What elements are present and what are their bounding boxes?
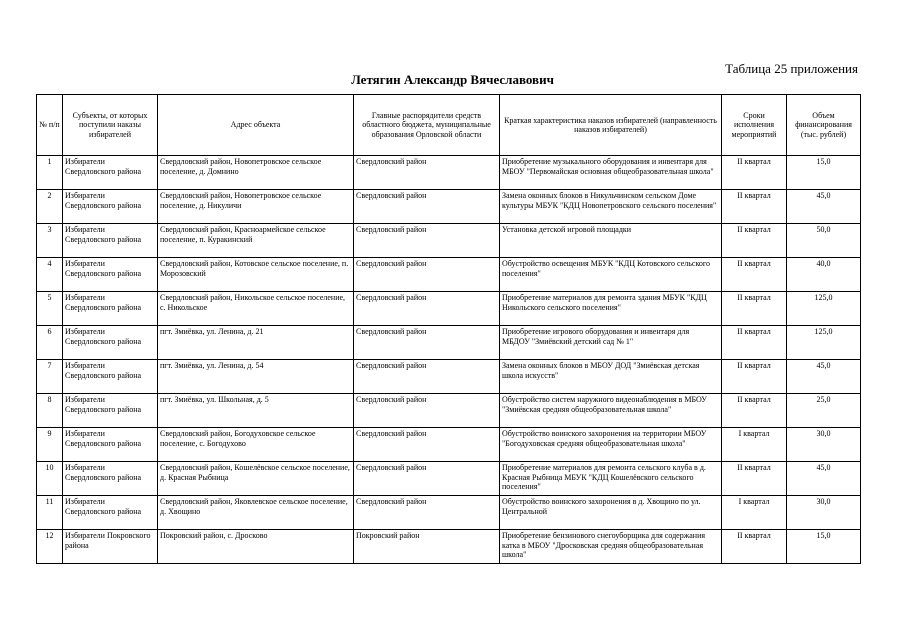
address-cell: Свердловский район, Богодуховское сельское поселение, с. Богодухово xyxy=(158,428,354,462)
subject-cell: Избиратели Свердловского района xyxy=(63,292,158,326)
address-cell: пгт. Змиёвка, ул. Ленина, д. 54 xyxy=(158,360,354,394)
address-cell: пгт. Змиёвка, ул. Школьная, д. 5 xyxy=(158,394,354,428)
header-address: Адрес объекта xyxy=(158,95,354,156)
subject-cell: Избиратели Свердловского района xyxy=(63,462,158,496)
row-number: 7 xyxy=(37,360,63,394)
manager-cell: Свердловский район xyxy=(354,462,500,496)
description-cell: Приобретение игрового оборудования и инвентаря для МБДОУ "Змиёвский детский сад № 1" xyxy=(500,326,722,360)
row-number: 11 xyxy=(37,496,63,530)
manager-cell: Свердловский район xyxy=(354,360,500,394)
amount-cell: 125,0 xyxy=(787,292,861,326)
row-number: 1 xyxy=(37,156,63,190)
manager-cell: Свердловский район xyxy=(354,224,500,258)
manager-cell: Свердловский район xyxy=(354,258,500,292)
subject-cell: Избиратели Свердловского района xyxy=(63,360,158,394)
description-cell: Замена оконных блоков в МБОУ ДОД "Змиёвская детская школа искусств" xyxy=(500,360,722,394)
table-row xyxy=(37,326,861,360)
amount-cell: 40,0 xyxy=(787,258,861,292)
header-managers: Главные распорядители средств областного бюджета, муниципальные образования Орловской области xyxy=(354,95,500,156)
term-cell: II квартал xyxy=(722,224,787,258)
table-row xyxy=(37,360,861,394)
description-cell: Замена оконных блоков в Никульчинском сельском Доме культуры МБУК "КДЦ Новопетровского сельского поселения" xyxy=(500,190,722,224)
term-cell: II квартал xyxy=(722,258,787,292)
term-cell: II квартал xyxy=(722,190,787,224)
subject-cell: Избиратели Свердловского района xyxy=(63,428,158,462)
manager-cell: Свердловский район xyxy=(354,394,500,428)
description-cell: Приобретение бензинового снегоуборщика для содержания катка в МБОУ "Дросковская средняя общеобразовательная школа" xyxy=(500,530,722,564)
description-cell: Обустройство воинского захоронения на территории МБОУ "Богодуховская средняя общеобразовательная школа" xyxy=(500,428,722,462)
subject-cell: Избиратели Свердловского района xyxy=(63,326,158,360)
header-num: № п/п xyxy=(37,95,63,156)
term-cell: II квартал xyxy=(722,326,787,360)
description-cell: Обустройство освещения МБУК "КДЦ Котовского сельского поселения" xyxy=(500,258,722,292)
mandates-table xyxy=(36,94,861,564)
header-description: Краткая характеристика наказов избирателей (направленность наказов избирателей) xyxy=(500,95,722,156)
amount-cell: 45,0 xyxy=(787,360,861,394)
term-cell: II квартал xyxy=(722,360,787,394)
address-cell: Свердловский район, Котовское сельское поселение, п. Морозовский xyxy=(158,258,354,292)
amount-cell: 30,0 xyxy=(787,428,861,462)
table-row xyxy=(37,292,861,326)
table-row xyxy=(37,428,861,462)
row-number: 9 xyxy=(37,428,63,462)
manager-cell: Свердловский район xyxy=(354,428,500,462)
table-row xyxy=(37,190,861,224)
deputy-name: Летягин Александр Вячеславович xyxy=(351,72,554,87)
address-cell: Свердловский район, Яковлевское сельское поселение, д. Хвощино xyxy=(158,496,354,530)
subject-cell: Избиратели Свердловского района xyxy=(63,394,158,428)
row-number: 3 xyxy=(37,224,63,258)
amount-cell: 50,0 xyxy=(787,224,861,258)
description-cell: Обустройство систем наружного видеонаблюдения в МБОУ "Змиёвская средняя общеобразовательная школа" xyxy=(500,394,722,428)
table-row xyxy=(37,258,861,292)
row-number: 2 xyxy=(37,190,63,224)
address-cell: Свердловский район, Новопетровское сельское поселение, д. Домнино xyxy=(158,156,354,190)
amount-cell: 125,0 xyxy=(787,326,861,360)
manager-cell: Свердловский район xyxy=(354,496,500,530)
row-number: 4 xyxy=(37,258,63,292)
subject-cell: Избиратели Свердловского района xyxy=(63,156,158,190)
address-cell: Свердловский район, Никольское сельское поселение, с. Никольское xyxy=(158,292,354,326)
table-row xyxy=(37,394,861,428)
subject-cell: Избиратели Свердловского района xyxy=(63,190,158,224)
term-cell: I квартал xyxy=(722,496,787,530)
table-row xyxy=(37,462,861,496)
header-subjects: Субъекты, от которых поступили наказы избирателей xyxy=(63,95,158,156)
address-cell: Покровский район, с. Дросково xyxy=(158,530,354,564)
term-cell: I квартал xyxy=(722,428,787,462)
row-number: 8 xyxy=(37,394,63,428)
header-term: Сроки исполнения мероприятий xyxy=(722,95,787,156)
table-row xyxy=(37,496,861,530)
address-cell: пгт. Змиёвка, ул. Ленина, д. 21 xyxy=(158,326,354,360)
description-cell: Приобретение материалов для ремонта сельского клуба в д. Красная Рыбница МБУК "КДЦ Кошелёвского сельского поселения" xyxy=(500,462,722,496)
row-number: 10 xyxy=(37,462,63,496)
amount-cell: 30,0 xyxy=(787,496,861,530)
appendix-label: Таблица 25 приложения xyxy=(725,61,858,76)
description-cell: Установка детской игровой площадки xyxy=(500,224,722,258)
term-cell: II квартал xyxy=(722,530,787,564)
manager-cell: Свердловский район xyxy=(354,326,500,360)
amount-cell: 45,0 xyxy=(787,462,861,496)
term-cell: II квартал xyxy=(722,292,787,326)
row-number: 5 xyxy=(37,292,63,326)
table-row xyxy=(37,156,861,190)
address-cell: Свердловский район, Кошелёвское сельское поселение, д. Красная Рыбница xyxy=(158,462,354,496)
amount-cell: 15,0 xyxy=(787,156,861,190)
term-cell: II квартал xyxy=(722,462,787,496)
subject-cell: Избиратели Свердловского района xyxy=(63,496,158,530)
row-number: 12 xyxy=(37,530,63,564)
manager-cell: Свердловский район xyxy=(354,156,500,190)
manager-cell: Покровский район xyxy=(354,530,500,564)
description-cell: Приобретение материалов для ремонта здания МБУК "КДЦ Никольского сельского поселения" xyxy=(500,292,722,326)
manager-cell: Свердловский район xyxy=(354,190,500,224)
row-number: 6 xyxy=(37,326,63,360)
header-funding: Объем финансирования (тыс. рублей) xyxy=(787,95,861,156)
description-cell: Приобретение музыкального оборудования и инвентаря для МБОУ "Первомайская основная общеобразовательная школа" xyxy=(500,156,722,190)
subject-cell: Избиратели Свердловского района xyxy=(63,224,158,258)
manager-cell: Свердловский район xyxy=(354,292,500,326)
description-cell: Обустройство воинского захоронения в д. Хвощино по ул. Центральной xyxy=(500,496,722,530)
address-cell: Свердловский район, Красноармейское сельское поселение, п. Куракинский xyxy=(158,224,354,258)
amount-cell: 45,0 xyxy=(787,190,861,224)
table-row xyxy=(37,530,861,564)
table-row xyxy=(37,224,861,258)
amount-cell: 25,0 xyxy=(787,394,861,428)
subject-cell: Избиратели Свердловского района xyxy=(63,258,158,292)
subject-cell: Избиратели Покровского района xyxy=(63,530,158,564)
amount-cell: 15,0 xyxy=(787,530,861,564)
term-cell: II квартал xyxy=(722,156,787,190)
address-cell: Свердловский район, Новопетровское сельское поселение, д. Никуличи xyxy=(158,190,354,224)
table-header-row xyxy=(37,95,861,156)
term-cell: II квартал xyxy=(722,394,787,428)
